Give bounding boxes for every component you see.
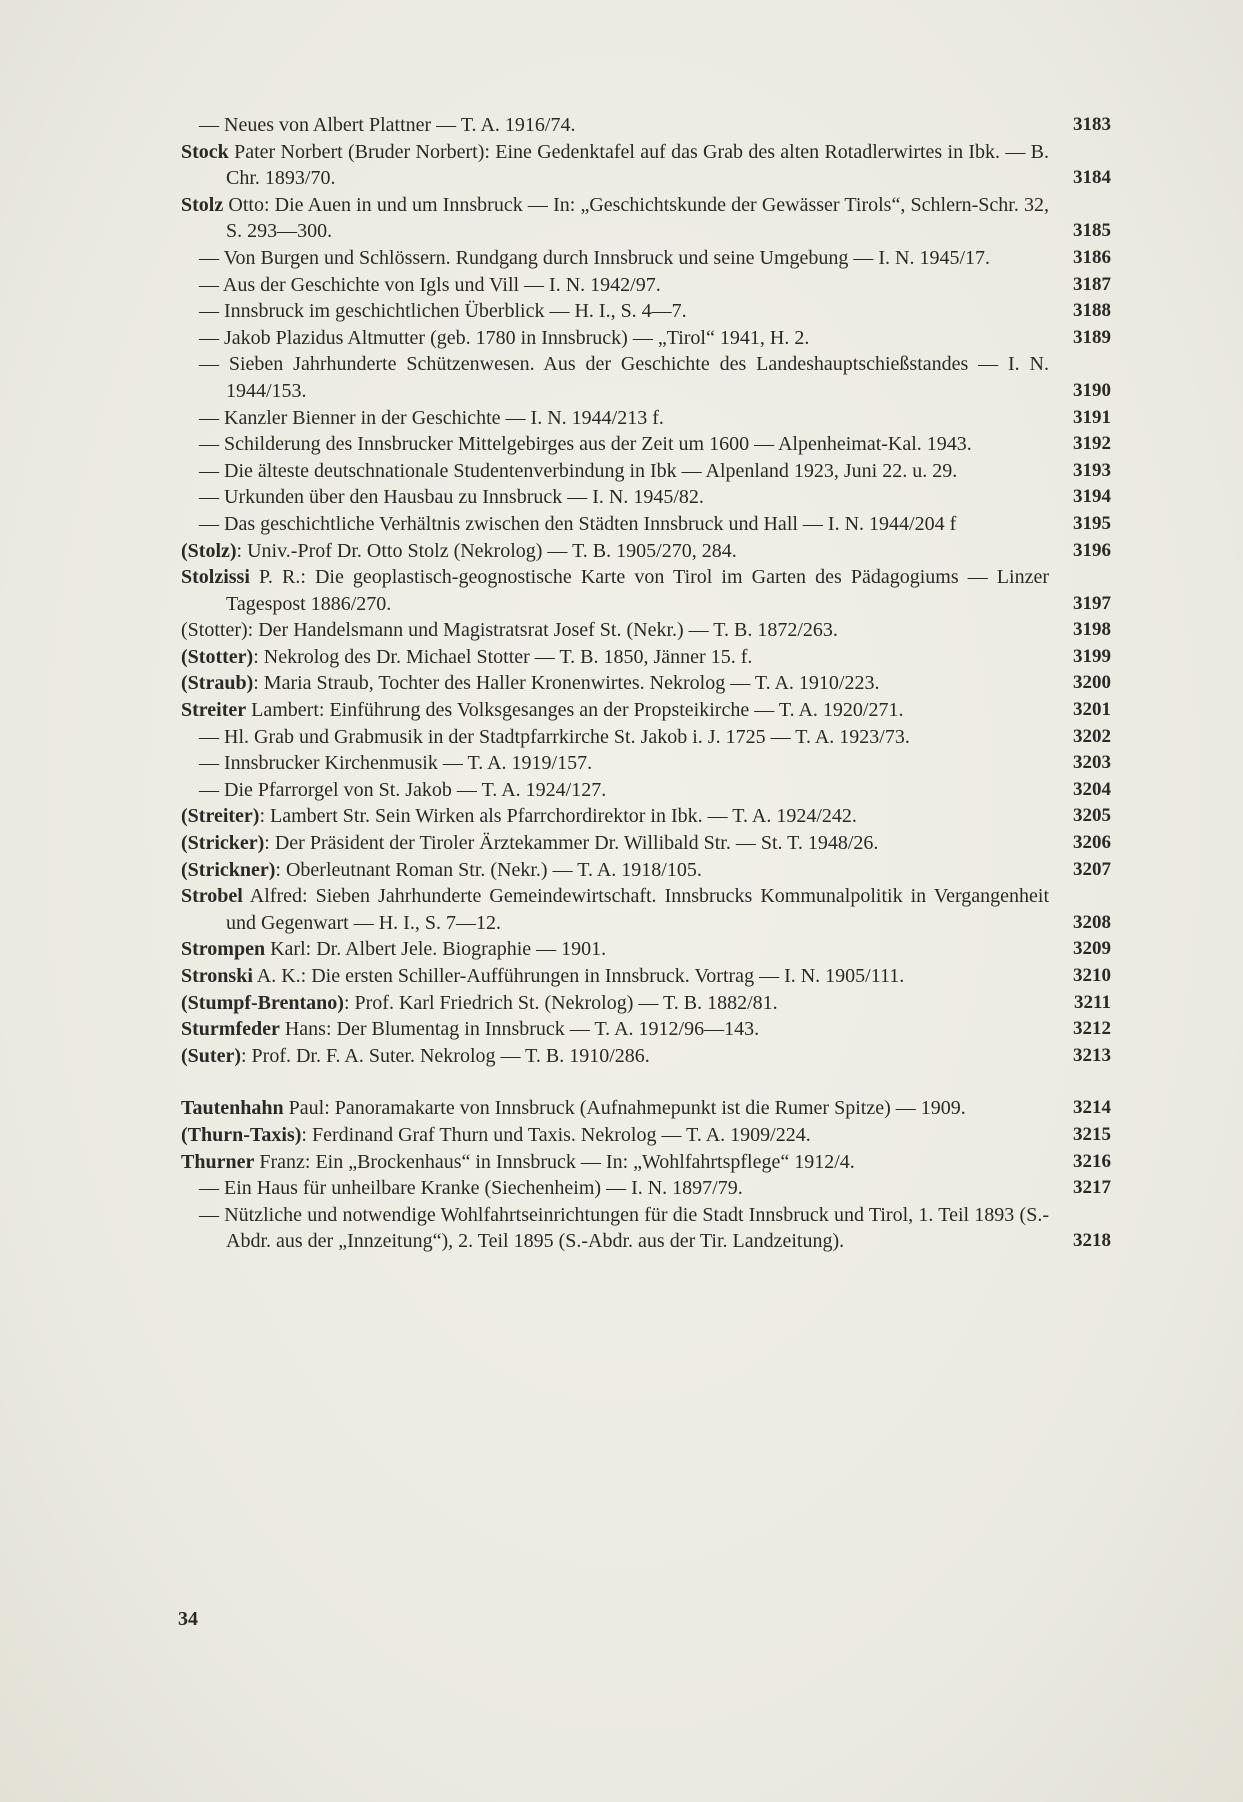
entry-text: P. R.: Die geoplastisch-geognostische Karte von Tirol im Garten des Pädagogiums — Linzer Tagespost 1886/270. [226,566,1049,615]
entry-text: : Ferdinand Graf Thurn und Taxis. Nekrolog — T. A. 1909/224. [301,1123,811,1146]
entry-number: 3210 [1073,965,1111,986]
bibliography-entry [181,644,1111,671]
entry-number: 3188 [1073,300,1111,322]
entry-number: 3200 [1073,672,1111,694]
bibliography-entry [181,830,1111,857]
bibliography-entry [181,112,1111,139]
bibliography-entry [181,857,1111,884]
bibliography-entry [181,697,1111,724]
page-number: 34 [178,1608,198,1630]
entry-number: 3197 [1073,592,1111,614]
entry-text: — Aus der Geschichte von Igls und Vill — I. N. 1942/97. [199,273,661,296]
bibliography-entry [181,351,1111,404]
bibliography-entry [181,139,1111,192]
entry-author: (Stolz) [181,539,237,562]
entry-text: — Das geschichtliche Verhältnis zwischen den Städten Innsbruck und Hall — I. N. 1944/204 f [199,512,957,535]
entry-author: Stock [181,140,229,163]
entry-number: 3193 [1073,459,1111,481]
bibliography-entry [181,538,1111,565]
entry-text: — Urkunden über den Hausbau zu Innsbruck — I. N. 1945/82. [199,486,704,509]
entry-text: Paul: Panoramakarte von Innsbruck (Aufnahmepunkt ist die Rumer Spitze) — 1909. [283,1097,966,1120]
entry-number: 3196 [1073,539,1111,561]
bibliography-entry [181,298,1111,325]
entry-author: (Strickner) [181,858,276,881]
entry-text: : Lambert Str. Sein Wirken als Pfarrchordirektor in Ibk. — T. A. 1924/242. [259,805,857,828]
entry-number: 3209 [1073,938,1111,960]
bibliography-entry [181,777,1111,804]
entry-text: Hans: Der Blumentag in Innsbruck — T. A. 1912/96—143. [279,1018,760,1041]
entry-number: 3211 [1074,991,1111,1013]
entry-author: (Stricker) [181,832,265,855]
entry-text: — Die Pfarrorgel von St. Jakob — T. A. 1924/127. [199,778,607,801]
entry-text: — Neues von Albert Plattner — T. A. 1916/74. [199,114,576,136]
entry-number: 3202 [1073,725,1111,747]
bibliography-entry [181,750,1111,777]
entry-author: Stolz [181,193,224,216]
entry-text: : Prof. Dr. F. A. Suter. Nekrolog — T. B. 1910/286. [240,1044,650,1067]
entry-author: Stronski [181,965,253,987]
entry-author: (Straub) [181,672,254,695]
entry-text: : Prof. Karl Friedrich St. (Nekrolog) — T. B. 1882/81. [343,991,778,1014]
bibliography-entry [181,484,1111,511]
entry-author: Thurner [181,1150,255,1173]
entry-number: 3208 [1073,911,1111,933]
entry-author: (Streiter) [181,805,260,828]
entry-number: 3185 [1073,220,1111,242]
entry-number: 3203 [1073,752,1111,774]
bibliography-entry [181,1016,1111,1043]
entry-author: Tautenhahn [181,1097,284,1120]
entry-text: : Univ.-Prof Dr. Otto Stolz (Nekrolog) — T. B. 1905/270, 284. [236,539,737,562]
entry-text: : Oberleutnant Roman Str. (Nekr.) — T. A. 1918/105. [275,858,702,881]
entry-text: — Hl. Grab und Grabmusik in der Stadtpfarrkirche St. Jakob i. J. 1725 — T. A. 1923/73. [199,725,910,748]
bibliography-entry [181,990,1111,1017]
bibliography-entry [181,617,1111,644]
entry-number: 3191 [1073,406,1111,428]
entry-number: 3195 [1073,512,1111,534]
entry-number: 3183 [1073,114,1111,135]
entry-author: Sturmfeder [181,1018,280,1041]
entry-number: 3201 [1073,699,1111,721]
entry-text: Pater Norbert (Bruder Norbert): Eine Gedenktafel auf das Grab des alten Rotadlerwirtes in Ibk. — B. Chr. 1893/70. [226,140,1049,190]
entry-number: 3192 [1073,433,1111,455]
entry-text: A. K.: Die ersten Schiller-Aufführungen in Innsbruck. Vortrag — I. N. 1905/111. [252,965,905,987]
entry-text: — Nützliche und notwendige Wohlfahrtseinrichtungen für die Stadt Innsbruck und Tirol, 1. Teil 1893 (S.-Abdr. aus der „Innzeitung“), 2. Teil 1895 (S.-Abdr. aus der Tir. Landzeitung). [199,1203,1049,1253]
entry-number: 3199 [1073,645,1111,667]
bibliography-entry [181,245,1111,272]
entry-author: Strompen [181,938,266,961]
entry-text: — Jakob Plazidus Altmutter (geb. 1780 in Innsbruck) — „Tirol“ 1941, H. 2. [199,326,810,349]
bibliography-entry [181,192,1111,245]
bibliography-entry [181,724,1111,751]
entry-number: 3187 [1073,273,1111,295]
entry-text: : Der Präsident der Tiroler Ärztekammer Dr. Willibald Str. — St. T. 1948/26. [264,832,879,855]
entry-number: 3186 [1073,246,1111,268]
entry-number: 3189 [1073,326,1111,348]
bibliography-entry [181,1149,1111,1176]
bibliography-entry [181,883,1111,936]
entry-text: : Maria Straub, Tochter des Haller Kronenwirtes. Nekrolog — T. A. 1910/223. [253,672,880,695]
bibliography-entry [181,458,1111,485]
entry-author: (Suter) [181,1044,241,1067]
entry-number: 3214 [1073,1097,1111,1119]
entry-text: Franz: Ein „Brockenhaus“ in Innsbruck — In: „Wohlfahrtspflege“ 1912/4. [254,1150,855,1173]
bibliography-entry [181,963,1111,990]
bibliography-entry [181,564,1111,617]
entry-text: Otto: Die Auen in und um Innsbruck — In: „Geschichtskunde der Gewässer Tirols“, Schlern-Schr. 32, S. 293—300. [223,193,1049,243]
entry-author: (Thurn-Taxis) [181,1123,302,1146]
entry-number: 3213 [1073,1044,1111,1066]
bibliography-entry [181,1202,1111,1255]
entry-text: Alfred: Sieben Jahrhunderte Gemeindewirtschaft. Innsbrucks Kommunalpolitik in Vergangenheit und Gegenwart — H. I., S. 7—12. [226,885,1049,934]
entry-text: Karl: Dr. Albert Jele. Biographie — 1901. [265,938,607,961]
entry-number: 3215 [1073,1123,1111,1145]
entry-number: 3206 [1073,832,1111,854]
bibliography-list [181,112,1111,1255]
entry-text: — Sieben Jahrhunderte Schützenwesen. Aus der Geschichte des Landeshauptschießstandes — I. N. 1944/153. [199,353,1049,402]
entry-author: Stolzissi [181,566,250,589]
entry-text: : Nekrolog des Dr. Michael Stotter — T. B. 1850, Jänner 15. f. [253,645,753,668]
entry-author: Strobel [181,885,243,908]
entry-number: 3212 [1073,1018,1111,1040]
bibliography-entry [181,405,1111,432]
entry-text: — Die älteste deutschnationale Studentenverbindung in Ibk — Alpenland 1923, Juni 22. u. 29. [199,459,958,482]
bibliography-entry [181,670,1111,697]
entry-text: — Schilderung des Innsbrucker Mittelgebirges aus der Zeit um 1600 — Alpenheimat-Kal. 1943. [199,433,972,456]
entry-number: 3198 [1073,619,1111,641]
entry-author: Streiter [181,699,247,722]
bibliography-entry [181,1095,1111,1122]
entry-text: — Kanzler Bienner in der Geschichte — I. N. 1944/213 f. [199,406,664,429]
entry-author: (Stumpf-Brentano) [181,991,344,1014]
entry-number: 3204 [1073,778,1111,800]
entry-number: 3218 [1073,1230,1111,1252]
bibliography-entry [181,511,1111,538]
bibliography-entry [181,431,1111,458]
entry-text: Lambert: Einführung des Volksgesanges an der Propsteikirche — T. A. 1920/271. [246,699,904,722]
entry-number: 3190 [1073,379,1111,401]
entry-number: 3194 [1073,486,1111,508]
entry-number: 3216 [1073,1150,1111,1172]
entry-text: — Innsbrucker Kirchenmusik — T. A. 1919/157. [199,752,593,775]
entry-text: (Stotter): Der Handelsmann und Magistratsrat Josef St. (Nekr.) — T. B. 1872/263. [181,619,838,642]
entry-number: 3205 [1073,805,1111,827]
bibliography-entry [181,1043,1111,1070]
entry-author: (Stotter) [181,645,254,668]
bibliography-entry [181,803,1111,830]
entry-number: 3184 [1073,167,1111,189]
entry-number: 3207 [1073,858,1111,880]
entry-text: — Ein Haus für unheilbare Kranke (Siechenheim) — I. N. 1897/79. [199,1177,743,1200]
bibliography-entry [181,1122,1111,1149]
bibliography-entry [181,325,1111,352]
bibliography-entry [181,272,1111,299]
entry-text: — Von Burgen und Schlössern. Rundgang durch Innsbruck und seine Umgebung — I. N. 1945/17. [199,246,991,269]
bibliography-entry [181,936,1111,963]
entry-text: — Innsbruck im geschichtlichen Überblick — H. I., S. 4—7. [199,300,687,323]
bibliography-entry [181,1175,1111,1202]
entry-number: 3217 [1073,1177,1111,1199]
